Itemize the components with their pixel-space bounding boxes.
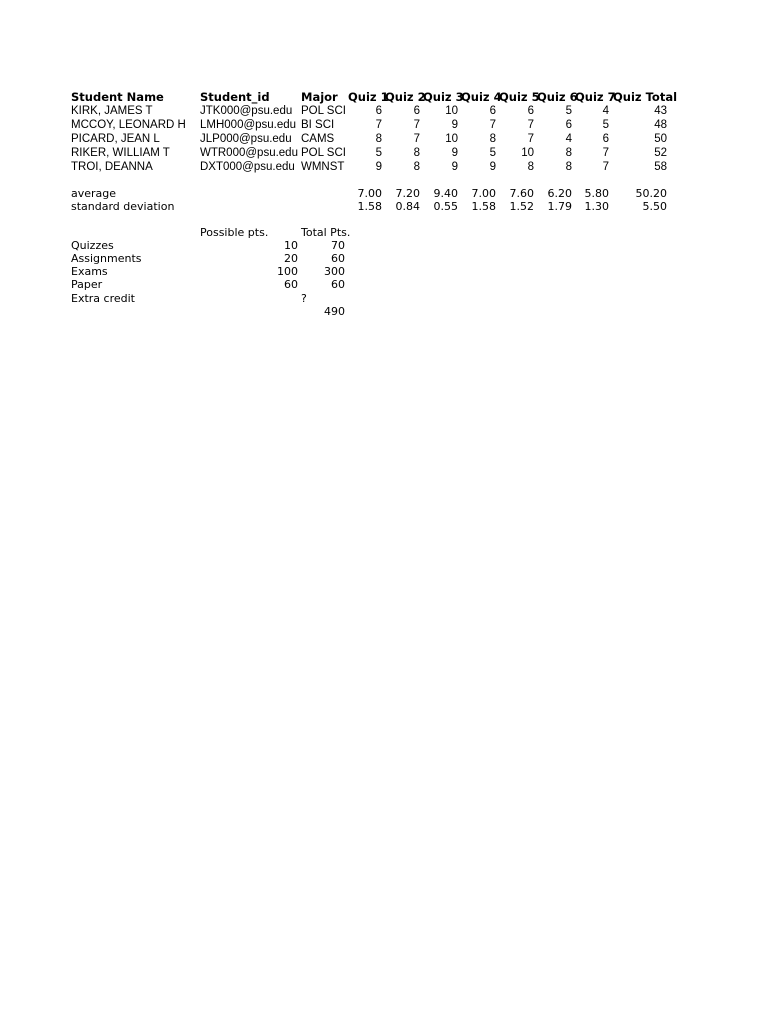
total-cell[interactable]: 43 [654,105,667,117]
stdev-cell[interactable]: 0.84 [395,200,420,213]
header-quiz-3[interactable]: Quiz 3 [423,90,464,104]
score-cell[interactable]: 7 [602,147,609,159]
average-cell[interactable]: 5.80 [584,187,609,200]
total-pts-header[interactable]: Total Pts. [301,226,351,239]
score-cell[interactable]: 10 [445,105,458,117]
score-cell[interactable]: 6 [489,105,496,117]
student-name-cell[interactable]: PICARD, JEAN L [71,133,160,145]
stdev-label[interactable]: standard deviation [71,200,175,213]
total-pts-cell[interactable]: 60 [331,252,345,265]
header-row [0,90,768,104]
stdev-total-cell[interactable]: 5.50 [642,200,667,213]
points-header-row [0,226,768,240]
score-cell[interactable]: 7 [413,119,420,131]
possible-pts-header[interactable]: Possible pts. [200,226,269,239]
average-row [0,187,768,201]
score-cell[interactable]: 10 [521,147,534,159]
points-row [0,252,768,266]
score-cell[interactable]: 8 [565,161,572,173]
header-quiz-5[interactable]: Quiz 5 [499,90,540,104]
possible-pts-cell[interactable]: 20 [284,252,298,265]
points-row [0,292,768,306]
average-total-cell[interactable]: 50.20 [635,187,667,200]
points-row [0,239,768,253]
score-cell[interactable]: 6 [565,119,572,131]
average-cell[interactable]: 6.20 [547,187,572,200]
score-cell[interactable]: 7 [375,119,382,131]
stdev-cell[interactable]: 1.52 [509,200,534,213]
header-quiz-1[interactable]: Quiz 1 [348,90,389,104]
total-cell[interactable]: 48 [654,119,667,131]
grand-total-cell[interactable]: 490 [324,305,345,318]
score-cell[interactable]: 9 [451,161,458,173]
total-cell[interactable]: 58 [654,161,667,173]
stdev-cell[interactable]: 0.55 [433,200,458,213]
stdev-cell[interactable]: 1.58 [357,200,382,213]
score-cell[interactable]: 5 [565,105,572,117]
header-quiz-4[interactable]: Quiz 4 [461,90,502,104]
score-cell[interactable]: 6 [527,105,534,117]
score-cell[interactable]: 6 [375,105,382,117]
score-cell[interactable]: 7 [489,119,496,131]
possible-pts-cell[interactable]: 60 [284,278,298,291]
score-cell[interactable]: 10 [445,133,458,145]
header-student-name[interactable]: Student Name [71,90,164,104]
score-cell[interactable]: 9 [375,161,382,173]
score-cell[interactable]: 8 [413,161,420,173]
score-cell[interactable]: 4 [602,105,609,117]
score-cell[interactable]: 9 [489,161,496,173]
score-cell[interactable]: 4 [565,133,572,145]
points-label[interactable]: Exams [71,265,108,278]
header-major[interactable]: Major [301,90,338,104]
student-name-cell[interactable]: MCCOY, LEONARD H [71,119,186,131]
score-cell[interactable]: 8 [375,133,382,145]
header-quiz-7[interactable]: Quiz 7 [575,90,616,104]
header-quiz-6[interactable]: Quiz 6 [537,90,578,104]
student-id-cell[interactable]: LMH000@psu.edu [200,119,297,131]
score-cell[interactable]: 9 [451,147,458,159]
average-cell[interactable]: 7.20 [395,187,420,200]
score-cell[interactable]: 5 [489,147,496,159]
student-id-cell[interactable]: DXT000@psu.edu [200,161,295,173]
score-cell[interactable]: 8 [565,147,572,159]
average-cell[interactable]: 7.00 [357,187,382,200]
possible-pts-cell[interactable]: 100 [277,265,298,278]
grand-total-row [0,305,768,319]
score-cell[interactable]: 6 [413,105,420,117]
table-row [0,146,768,160]
total-cell[interactable]: 52 [654,147,667,159]
header-quiz-total[interactable]: Quiz Total [613,90,678,104]
score-cell[interactable]: 9 [451,119,458,131]
table-row [0,118,768,132]
major-cell[interactable]: CAMS [301,133,335,145]
average-label[interactable]: average [71,187,117,200]
major-cell[interactable]: BI SCI [301,119,335,131]
total-pts-cell[interactable]: 300 [324,265,345,278]
score-cell[interactable]: 5 [375,147,382,159]
student-name-cell[interactable]: TROI, DEANNA [71,161,153,173]
student-id-cell[interactable]: WTR000@psu.edu [200,147,298,159]
score-cell[interactable]: 7 [413,133,420,145]
score-cell[interactable]: 8 [489,133,496,145]
student-name-cell[interactable]: KIRK, JAMES T [71,105,153,117]
header-quiz-2[interactable]: Quiz 2 [385,90,426,104]
score-cell[interactable]: 8 [527,161,534,173]
score-cell[interactable]: 7 [527,119,534,131]
score-cell[interactable]: 7 [602,161,609,173]
score-cell[interactable]: 8 [413,147,420,159]
table-row [0,132,768,146]
points-row [0,278,768,292]
possible-pts-cell[interactable]: 10 [284,239,298,252]
stdev-cell[interactable]: 1.79 [547,200,572,213]
score-cell[interactable]: 7 [527,133,534,145]
points-label[interactable]: Paper [71,278,103,291]
total-cell[interactable]: 50 [654,133,667,145]
total-pts-cell[interactable]: 60 [331,278,345,291]
points-label[interactable]: Quizzes [71,239,114,252]
score-cell[interactable]: 6 [602,133,609,145]
major-cell[interactable]: WMNST [301,161,345,173]
score-cell[interactable]: 5 [602,119,609,131]
stdev-cell[interactable]: 1.58 [471,200,496,213]
student-id-cell[interactable]: JLP000@psu.edu [200,133,292,145]
table-row [0,104,768,118]
average-cell[interactable]: 7.60 [509,187,534,200]
header-student-id[interactable]: Student_id [200,90,270,104]
average-cell[interactable]: 9.40 [433,187,458,200]
stdev-row [0,200,768,214]
total-pts-cell[interactable]: 70 [331,239,345,252]
total-pts-cell[interactable]: ? [301,292,307,305]
points-row [0,265,768,279]
student-name-cell[interactable]: RIKER, WILLIAM T [71,147,170,159]
major-cell[interactable]: POL SCI [301,105,346,117]
average-cell[interactable]: 7.00 [471,187,496,200]
student-id-cell[interactable]: JTK000@psu.edu [200,105,293,117]
possible-pts-cell[interactable] [200,292,298,306]
major-cell[interactable]: POL SCI [301,147,346,159]
table-row [0,160,768,174]
points-label[interactable]: Assignments [71,252,142,265]
stdev-cell[interactable]: 1.30 [584,200,609,213]
points-label[interactable]: Extra credit [71,292,135,305]
